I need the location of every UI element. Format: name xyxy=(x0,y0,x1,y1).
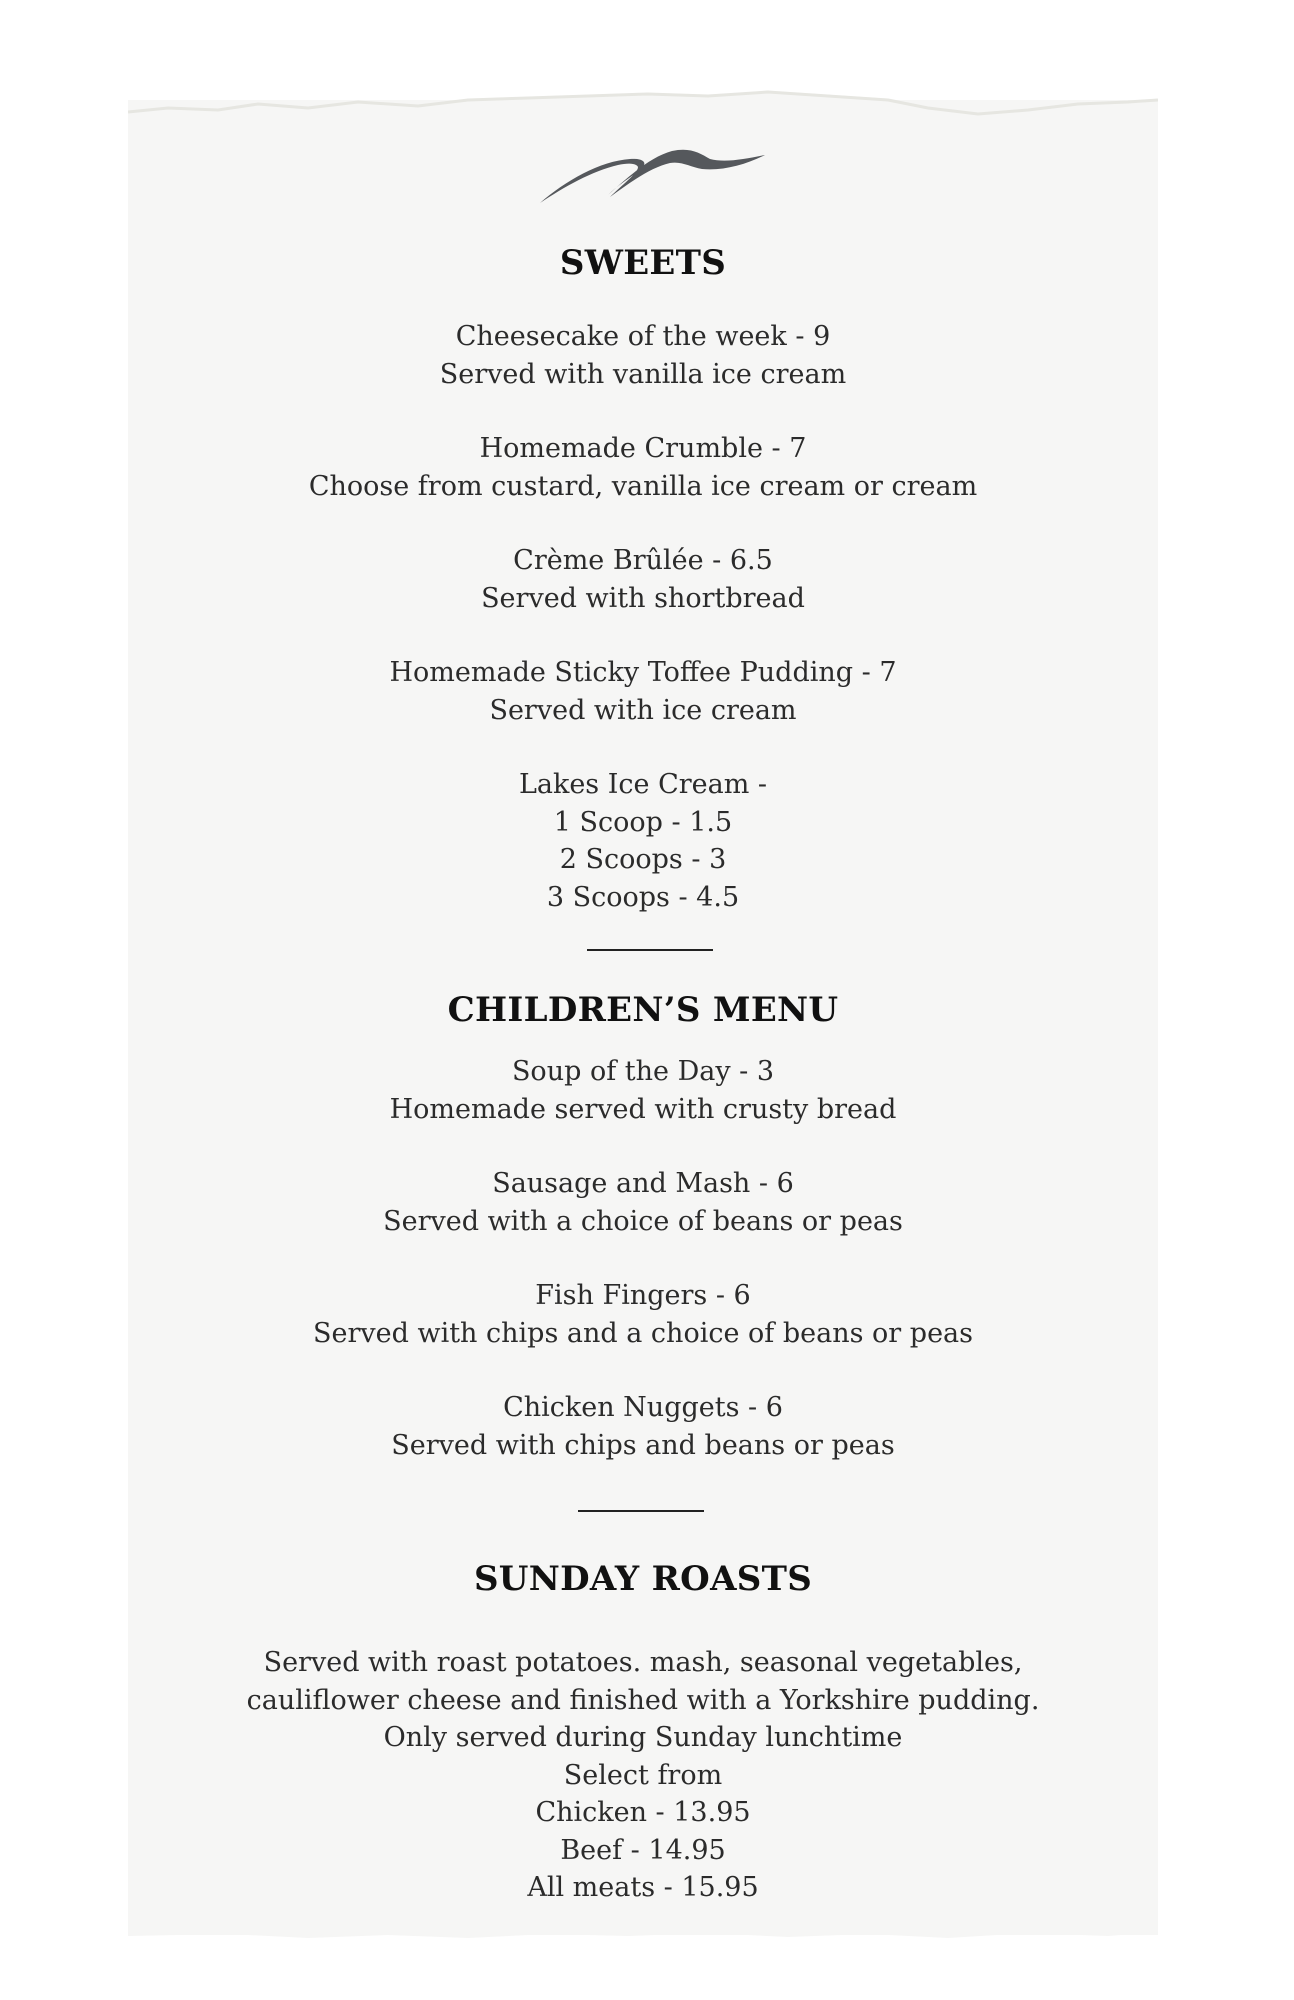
roast-line: Select from xyxy=(563,1759,723,1791)
sweets-title: SWEETS xyxy=(559,243,727,283)
sunday-roasts-details xyxy=(128,1644,1158,1907)
roast-price: All meats - 15.95 xyxy=(527,1872,759,1903)
sweets-item-cheesecake xyxy=(128,318,1158,393)
menu-item-name: Soup of the Day - 3 xyxy=(511,1056,775,1087)
torn-paper-edge xyxy=(128,78,1158,138)
ice-cream-option: 2 Scoops - 3 xyxy=(559,844,727,875)
menu-item-name: Homemade Crumble - 7 xyxy=(479,433,807,464)
menu-item-desc: Homemade served with crusty bread xyxy=(389,1093,897,1125)
section-divider xyxy=(587,949,713,951)
menu-item-name: Sausage and Mash - 6 xyxy=(492,1168,794,1199)
menu-item-name: Lakes Ice Cream - xyxy=(518,769,768,800)
sweets-item-ice-cream xyxy=(128,766,1158,916)
menu-item-name: Crème Brûlée - 6.5 xyxy=(513,545,773,576)
menu-item-desc: Served with ice cream xyxy=(489,694,797,726)
menu-item-desc: Served with shortbread xyxy=(481,582,805,614)
sweets-item-sticky-toffee xyxy=(128,654,1158,729)
ice-cream-option: 1 Scoop - 1.5 xyxy=(553,806,733,838)
menu-item-name: Fish Fingers - 6 xyxy=(535,1280,751,1311)
menu-item-desc: Served with a choice of beans or peas xyxy=(383,1205,903,1237)
menu-item-name: Cheesecake of the week - 9 xyxy=(455,321,831,352)
ice-cream-option: 3 Scoops - 4.5 xyxy=(546,881,740,913)
menu-item-name: Chicken Nuggets - 6 xyxy=(503,1392,783,1423)
roast-line: cauliflower cheese and finished with a Yorkshire pudding. xyxy=(246,1684,1040,1716)
sweets-item-creme-brulee xyxy=(128,542,1158,617)
sweets-item-crumble xyxy=(128,430,1158,505)
section-divider xyxy=(578,1510,704,1512)
childrens-item-fish-fingers xyxy=(128,1277,1158,1352)
roast-price: Chicken - 13.95 xyxy=(535,1797,751,1828)
menu-item-desc: Served with chips and a choice of beans or peas xyxy=(312,1317,973,1349)
roast-price: Beef - 14.95 xyxy=(560,1834,726,1866)
menu-item-desc: Served with vanilla ice cream xyxy=(439,358,847,390)
childrens-item-sausage-mash xyxy=(128,1165,1158,1240)
bottom-paper-edge xyxy=(128,1918,1158,1942)
bird-logo-icon xyxy=(540,145,765,205)
childrens-menu-title: CHILDREN’S MENU xyxy=(447,990,839,1030)
menu-item-desc: Choose from custard, vanilla ice cream or cream xyxy=(308,470,978,502)
childrens-item-soup xyxy=(128,1053,1158,1128)
sunday-roasts-title: SUNDAY ROASTS xyxy=(473,1559,813,1599)
roast-line: Only served during Sunday lunchtime xyxy=(383,1722,903,1753)
childrens-item-chicken-nuggets xyxy=(128,1389,1158,1464)
menu-item-name: Homemade Sticky Toffee Pudding - 7 xyxy=(389,657,897,688)
menu-item-desc: Served with chips and beans or peas xyxy=(391,1429,895,1461)
roast-line: Served with roast potatoes. mash, seasonal vegetables, xyxy=(263,1647,1023,1678)
